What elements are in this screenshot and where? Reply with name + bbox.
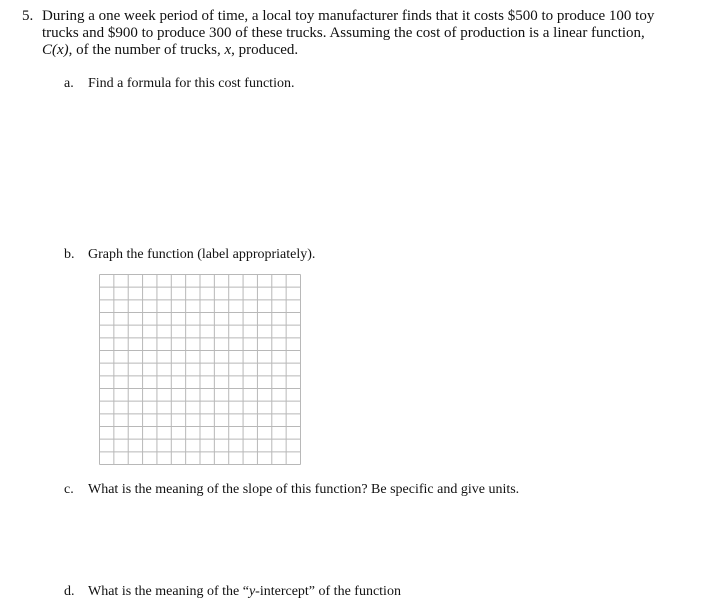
variable-y: y: [248, 584, 256, 599]
graph-grid: [99, 274, 301, 465]
part-a-letter: a.: [64, 76, 74, 91]
part-d: [64, 584, 401, 600]
question-line-1: During a one week period of time, a local toy manufacturer finds that it costs $500 to produce 100 toy: [42, 8, 655, 24]
question-text: [42, 8, 692, 59]
part-b-text: Graph the function (label appropriately).: [88, 247, 316, 262]
question-line-3: [42, 42, 692, 59]
part-c: [64, 482, 519, 498]
part-c-letter: c.: [64, 482, 74, 497]
part-c-text: What is the meaning of the slope of this function? Be specific and give units.: [88, 482, 520, 497]
question-line-2: trucks and $900 to produce 300 of these trucks. Assuming the cost of production is a linear function,: [42, 25, 645, 41]
part-a-text: Find a formula for this cost function.: [88, 76, 295, 91]
part-b: [64, 247, 315, 263]
part-a: [64, 76, 294, 92]
graph-grid-svg: [99, 274, 301, 465]
part-d-letter: d.: [64, 584, 75, 599]
question-line-3-end: , produced.: [231, 42, 299, 58]
part-d-text-before: What is the meaning of the “: [88, 584, 249, 599]
question-line-3-mid: , of the number of trucks,: [68, 42, 225, 58]
part-d-text-after: -intercept” of the function: [255, 584, 401, 599]
cost-function-symbol: C(x): [42, 42, 69, 58]
question-number: 5.: [22, 8, 34, 24]
part-b-letter: b.: [64, 247, 75, 262]
variable-x: x: [224, 42, 232, 58]
